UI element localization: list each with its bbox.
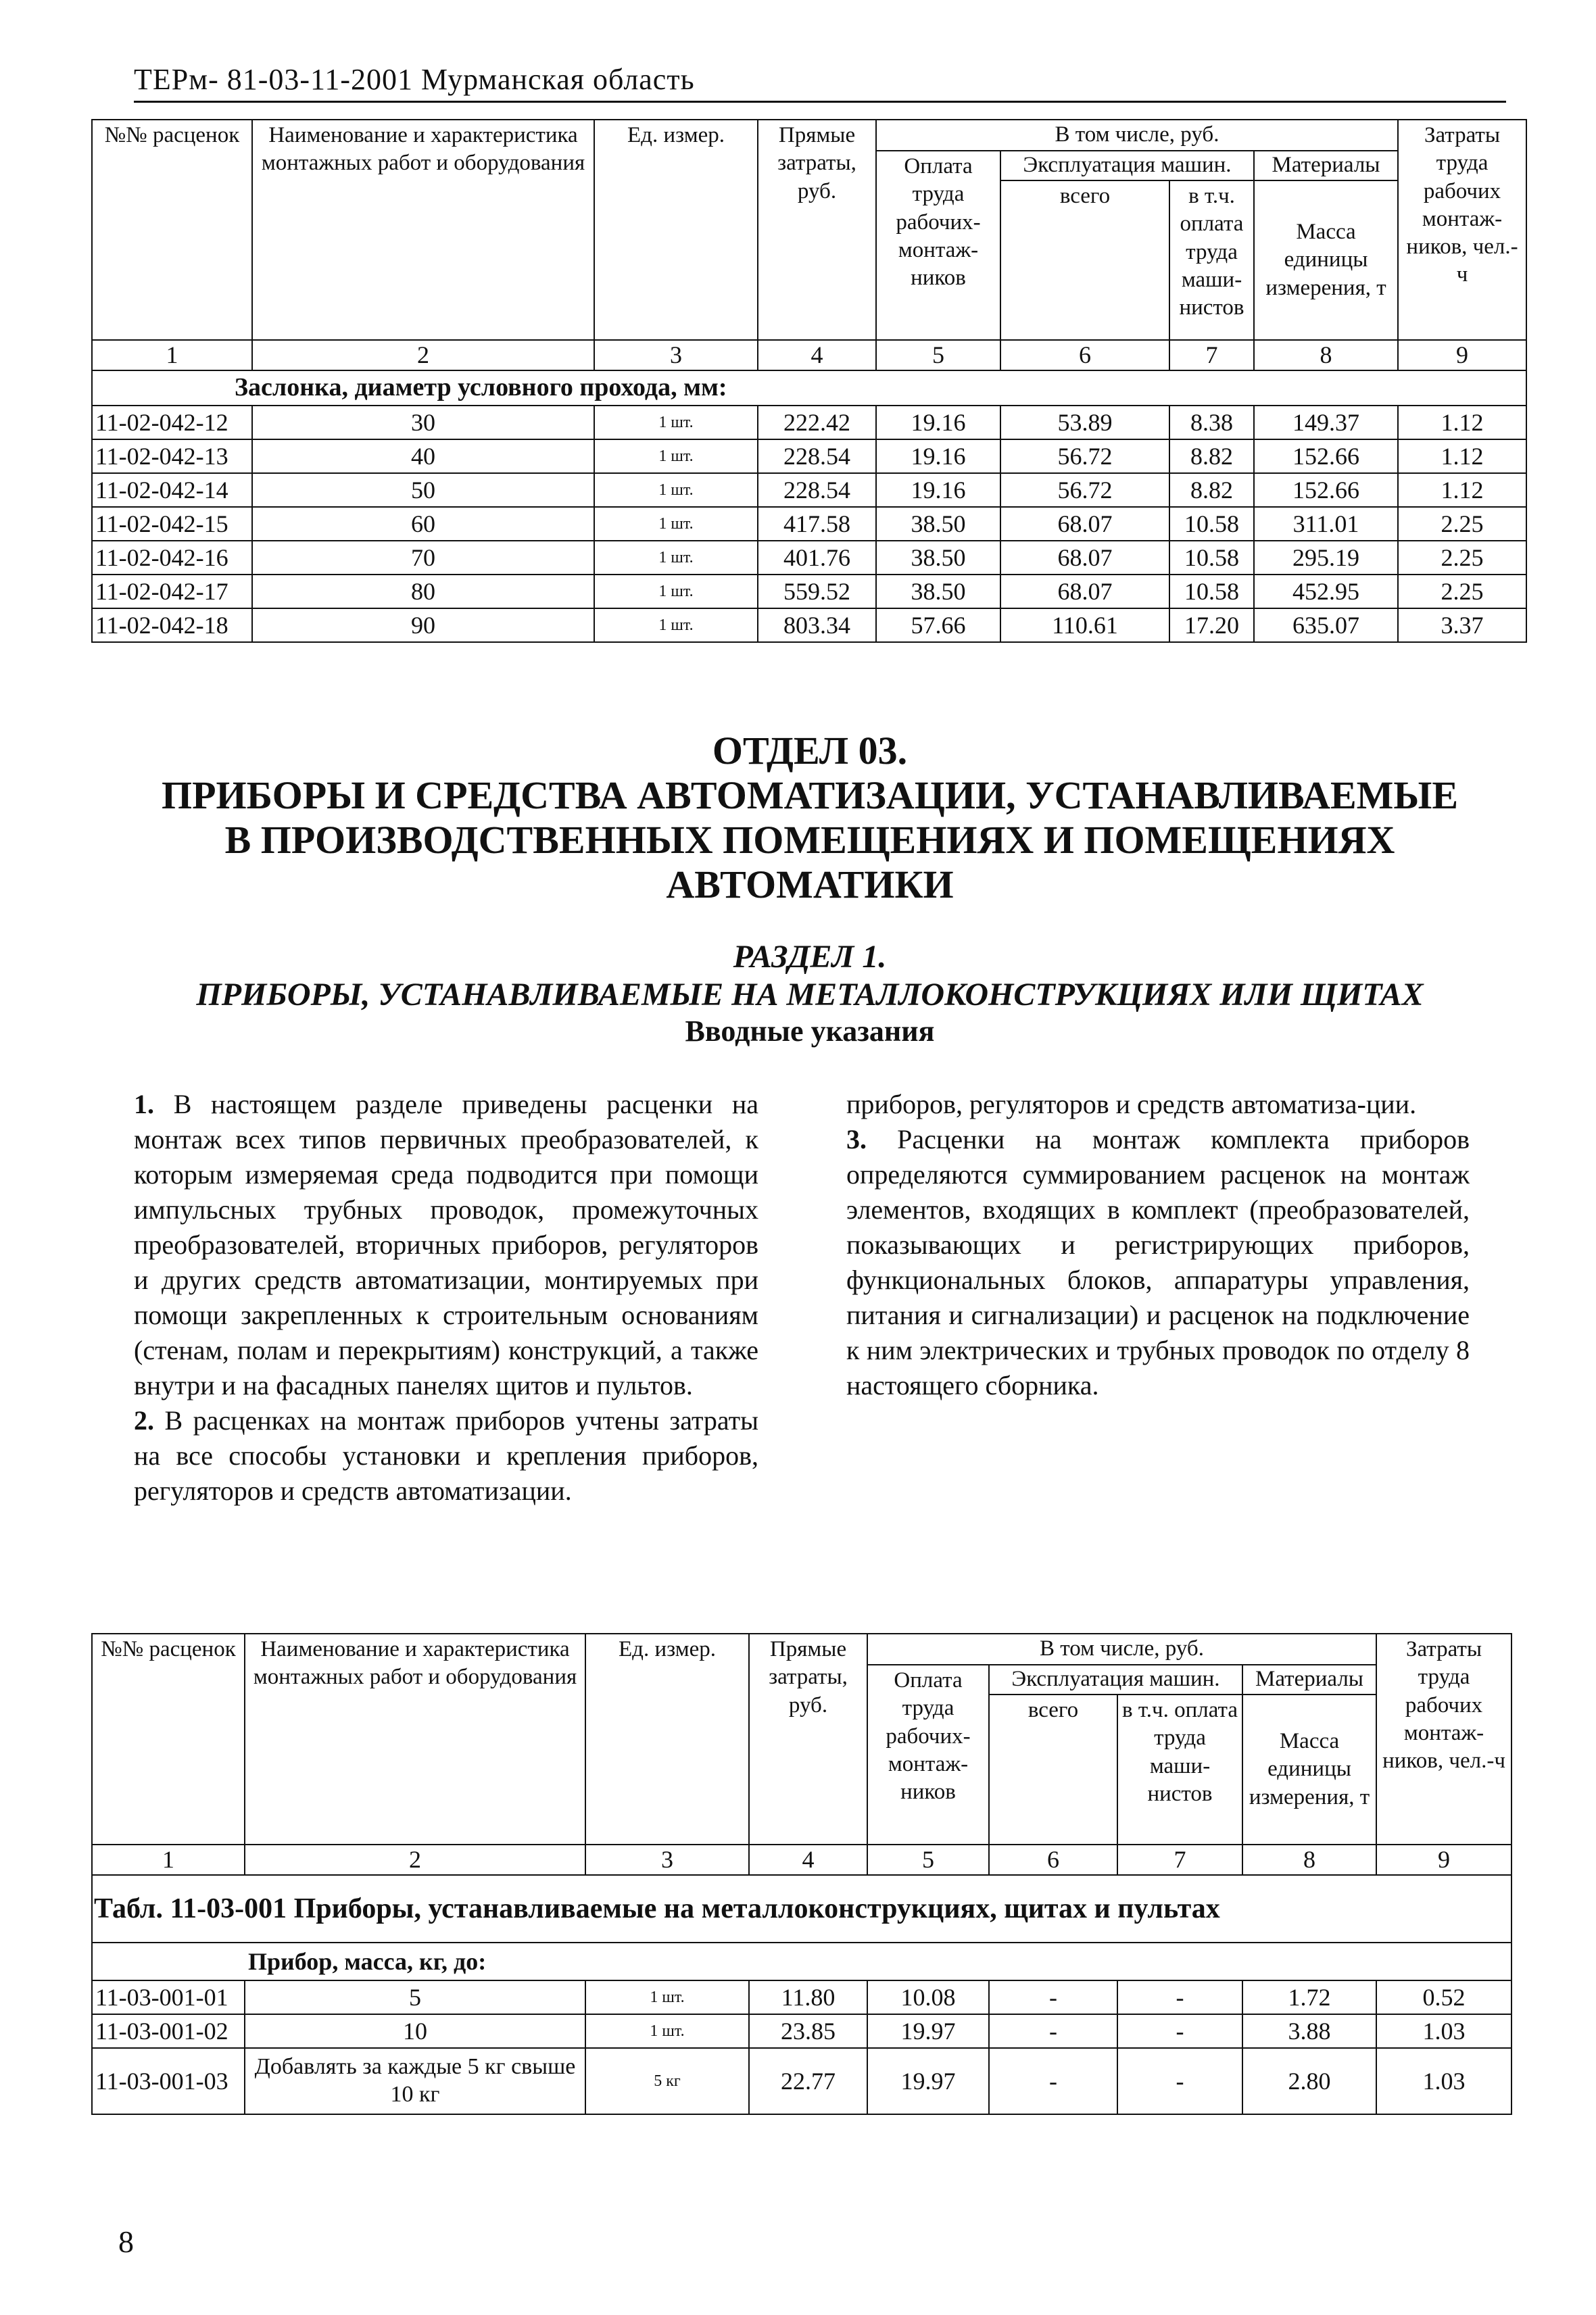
col-number: 1 xyxy=(92,1845,245,1875)
machine-wages: - xyxy=(1117,2014,1242,2048)
work-name: 40 xyxy=(252,439,594,473)
labor-hours: 1.03 xyxy=(1376,2014,1512,2048)
labor-cost: 57.66 xyxy=(876,608,1000,642)
labor-cost: 38.50 xyxy=(876,541,1000,575)
direct-cost: 803.34 xyxy=(758,608,876,642)
materials-cost: 1.72 xyxy=(1242,1980,1376,2014)
section-title-line: АВТОМАТИКИ xyxy=(666,862,954,906)
col-number: 2 xyxy=(252,340,594,370)
machine-wages: - xyxy=(1117,1980,1242,2014)
unit: 1 шт. xyxy=(594,439,758,473)
labor-cost: 38.50 xyxy=(876,575,1000,608)
rate-code: 11-02-042-15 xyxy=(92,507,252,541)
machine-wages: 10.58 xyxy=(1169,575,1254,608)
col-code-header: №№ расценок xyxy=(92,120,252,340)
rate-code: 11-02-042-16 xyxy=(92,541,252,575)
machine-cost: - xyxy=(989,2014,1117,2048)
text-column-left xyxy=(134,1087,758,1526)
machine-wages: 8.82 xyxy=(1169,473,1254,507)
col-number: 3 xyxy=(585,1845,749,1875)
machine-cost: - xyxy=(989,2048,1117,2114)
table-row xyxy=(92,507,1526,541)
direct-cost: 222.42 xyxy=(758,406,876,439)
page-number: 8 xyxy=(118,2224,134,2259)
machine-wages: 8.38 xyxy=(1169,406,1254,439)
unit: 1 шт. xyxy=(585,2014,749,2048)
col-name-header: Наименование и характеристика монтажных работ и оборудования xyxy=(245,1634,585,1845)
labor-header: Оплата труда рабочих-монтаж-ников xyxy=(876,151,1000,340)
col-number: 5 xyxy=(876,340,1000,370)
rate-code: 11-02-042-17 xyxy=(92,575,252,608)
mass-header: Масса единицы измерения, т xyxy=(1242,1695,1376,1845)
col-labor-cost-header: Затраты труда рабочих монтаж-ников, чел.-ч xyxy=(1376,1634,1512,1845)
labor-cost: 19.16 xyxy=(876,473,1000,507)
column-number-row xyxy=(92,1845,1512,1875)
col-number: 4 xyxy=(749,1845,867,1875)
section-title-line: В ПРОИЗВОДСТВЕННЫХ ПОМЕЩЕНИЯХ И ПОМЕЩЕНИЯХ xyxy=(224,818,1395,862)
rate-code: 11-02-042-18 xyxy=(92,608,252,642)
materials-cost: 311.01 xyxy=(1254,507,1398,541)
labor-hours: 1.12 xyxy=(1398,406,1526,439)
machines-header: Эксплуатация машин. xyxy=(989,1665,1242,1695)
direct-cost: 228.54 xyxy=(758,473,876,507)
col-code-header: №№ расценок xyxy=(92,1634,245,1845)
machine-wages: 10.58 xyxy=(1169,541,1254,575)
rates-table-1 xyxy=(91,119,1527,643)
machine-cost: - xyxy=(989,1980,1117,2014)
paragraph: 3. Расценки на монтаж комплекта приборов определяются суммированием расценок на монтаж элементов, входящих в комплект (преобразователей, показывающих и регистрирующих приборов, функциональных блоков, аппаратуры управления, питания и сигнализации) и расценок на подключение к ним электрических и трубных проводок по отделу 8 настоящего сборника. xyxy=(846,1124,1470,1400)
work-name: 80 xyxy=(252,575,594,608)
group-heading: Прибор, масса, кг, до: xyxy=(92,1943,1512,1980)
subsection-number: РАЗДЕЛ 1. xyxy=(733,939,887,975)
col-number: 7 xyxy=(1169,340,1254,370)
materials-cost: 3.88 xyxy=(1242,2014,1376,2048)
labor-hours: 2.25 xyxy=(1398,541,1526,575)
mach-total-header: всего xyxy=(1000,180,1169,340)
labor-cost: 19.16 xyxy=(876,406,1000,439)
labor-cost: 19.16 xyxy=(876,439,1000,473)
labor-hours: 0.52 xyxy=(1376,1980,1512,2014)
materials-cost: 152.66 xyxy=(1254,439,1398,473)
unit: 5 кг xyxy=(585,2048,749,2114)
rate-code: 11-03-001-02 xyxy=(92,2014,245,2048)
rate-code: 11-02-042-12 xyxy=(92,406,252,439)
col-number: 2 xyxy=(245,1845,585,1875)
subsection-title xyxy=(134,938,1486,1049)
direct-cost: 401.76 xyxy=(758,541,876,575)
labor-hours: 1.03 xyxy=(1376,2048,1512,2114)
col-name-header: Наименование и характеристика монтажных работ и оборудования xyxy=(252,120,594,340)
col-number: 9 xyxy=(1376,1845,1512,1875)
paragraph: 2. В расценках на монтаж приборов учтены затраты на все способы установки и крепления приборов, регуляторов и средств автоматизации. xyxy=(134,1405,758,1506)
table-row xyxy=(92,473,1526,507)
labor-hours: 1.12 xyxy=(1398,473,1526,507)
col-number: 6 xyxy=(989,1845,1117,1875)
materials-cost: 2.80 xyxy=(1242,2048,1376,2114)
col-number: 1 xyxy=(92,340,252,370)
rate-code: 11-02-042-14 xyxy=(92,473,252,507)
table-row xyxy=(92,406,1526,439)
work-name: 10 xyxy=(245,2014,585,2048)
work-name: 5 xyxy=(245,1980,585,2014)
unit: 1 шт. xyxy=(594,507,758,541)
machine-wages: 8.82 xyxy=(1169,439,1254,473)
machine-cost: 68.07 xyxy=(1000,575,1169,608)
labor-cost: 19.97 xyxy=(867,2014,989,2048)
direct-cost: 417.58 xyxy=(758,507,876,541)
table-row xyxy=(92,575,1526,608)
section-title xyxy=(134,729,1486,907)
col-direct-header: Прямые затраты, руб. xyxy=(758,120,876,340)
materials-cost: 635.07 xyxy=(1254,608,1398,642)
mass-header: Масса единицы измерения, т xyxy=(1254,180,1398,340)
table-row xyxy=(92,2014,1512,2048)
materials-cost: 295.19 xyxy=(1254,541,1398,575)
machine-cost: 53.89 xyxy=(1000,406,1169,439)
materials-header: Материалы xyxy=(1242,1665,1376,1695)
materials-cost: 149.37 xyxy=(1254,406,1398,439)
machine-cost: 68.07 xyxy=(1000,541,1169,575)
col-direct-header: Прямые затраты, руб. xyxy=(749,1634,867,1845)
col-number: 3 xyxy=(594,340,758,370)
mach-wages-header: в т.ч. оплата труда маши-нистов xyxy=(1169,180,1254,340)
incl-header: В том числе, руб. xyxy=(867,1634,1376,1665)
work-name: 30 xyxy=(252,406,594,439)
table-row xyxy=(92,1980,1512,2014)
table-row xyxy=(92,2048,1512,2114)
work-name: 90 xyxy=(252,608,594,642)
section-title-line: ПРИБОРЫ И СРЕДСТВА АВТОМАТИЗАЦИИ, УСТАНАВЛИВАЕМЫЕ xyxy=(161,773,1459,817)
mach-wages-header: в т.ч. оплата труда маши-нистов xyxy=(1117,1695,1242,1845)
unit: 1 шт. xyxy=(594,608,758,642)
machine-cost: 56.72 xyxy=(1000,473,1169,507)
column-number-row xyxy=(92,340,1526,370)
table-row xyxy=(92,541,1526,575)
labor-hours: 2.25 xyxy=(1398,507,1526,541)
col-unit-header: Ед. измер. xyxy=(585,1634,749,1845)
materials-header: Материалы xyxy=(1254,151,1398,180)
paragraph-continued: приборов, регуляторов и средств автоматиза-ции. xyxy=(846,1089,1417,1119)
machine-wages: 10.58 xyxy=(1169,507,1254,541)
running-header: ТЕРм- 81-03-11-2001 Мурманская область xyxy=(134,62,1506,103)
col-number: 5 xyxy=(867,1845,989,1875)
machine-wages: - xyxy=(1117,2048,1242,2114)
machine-cost: 56.72 xyxy=(1000,439,1169,473)
mach-total-header: всего xyxy=(989,1695,1117,1845)
unit: 1 шт. xyxy=(594,473,758,507)
labor-hours: 1.12 xyxy=(1398,439,1526,473)
intro-heading: Вводные указания xyxy=(685,1015,935,1048)
subsection-name: ПРИБОРЫ, УСТАНАВЛИВАЕМЫЕ НА МЕТАЛЛОКОНСТРУКЦИЯХ ИЛИ ЩИТАХ xyxy=(196,977,1424,1013)
rate-code: 11-03-001-01 xyxy=(92,1980,245,2014)
unit: 1 шт. xyxy=(594,406,758,439)
col-number: 9 xyxy=(1398,340,1526,370)
col-number: 8 xyxy=(1254,340,1398,370)
direct-cost: 22.77 xyxy=(749,2048,867,2114)
paragraph: 1. В настоящем разделе приведены расценки на монтаж всех типов первичных преобразователей, к которым измеряемая среда подводится при помощи импульсных трубных проводок, промежуточных преобразователей, вторичных приборов, регуляторов и других средств автоматизации, монтируемых при помощи закрепленных к строительным основаниям (стенам, полам и перекрытиям) конструкций, а также внутри и на фасадных панелях щитов и пультов. xyxy=(134,1089,758,1400)
direct-cost: 23.85 xyxy=(749,2014,867,2048)
col-number: 6 xyxy=(1000,340,1169,370)
unit: 1 шт. xyxy=(585,1980,749,2014)
col-number: 8 xyxy=(1242,1845,1376,1875)
direct-cost: 559.52 xyxy=(758,575,876,608)
machine-wages: 17.20 xyxy=(1169,608,1254,642)
section-number: ОТДЕЛ 03. xyxy=(712,729,908,773)
labor-header: Оплата труда рабочих-монтаж-ников xyxy=(867,1665,989,1845)
rate-code: 11-02-042-13 xyxy=(92,439,252,473)
text-column-right xyxy=(846,1087,1470,1506)
group-heading: Заслонка, диаметр условного прохода, мм: xyxy=(92,370,1526,406)
labor-cost: 10.08 xyxy=(867,1980,989,2014)
labor-cost: 19.97 xyxy=(867,2048,989,2114)
incl-header: В том числе, руб. xyxy=(876,120,1398,151)
direct-cost: 11.80 xyxy=(749,1980,867,2014)
unit: 1 шт. xyxy=(594,575,758,608)
rate-code: 11-03-001-03 xyxy=(92,2048,245,2114)
col-labor-cost-header: Затраты труда рабочих монтаж-ников, чел.-ч xyxy=(1398,120,1526,340)
labor-hours: 3.37 xyxy=(1398,608,1526,642)
rates-table-2 xyxy=(91,1633,1512,2115)
table-header xyxy=(92,120,1526,370)
table-row xyxy=(92,608,1526,642)
labor-cost: 38.50 xyxy=(876,507,1000,541)
direct-cost: 228.54 xyxy=(758,439,876,473)
table-row xyxy=(92,439,1526,473)
materials-cost: 152.66 xyxy=(1254,473,1398,507)
col-unit-header: Ед. измер. xyxy=(594,120,758,340)
unit: 1 шт. xyxy=(594,541,758,575)
work-name: Добавлять за каждые 5 кг свыше 10 кг xyxy=(245,2048,585,2114)
table-title: Табл. 11-03-001 Приборы, устанавливаемые на металлоконструкциях, щитах и пультах xyxy=(92,1875,1512,1943)
materials-cost: 452.95 xyxy=(1254,575,1398,608)
machine-cost: 110.61 xyxy=(1000,608,1169,642)
labor-hours: 2.25 xyxy=(1398,575,1526,608)
work-name: 70 xyxy=(252,541,594,575)
machine-cost: 68.07 xyxy=(1000,507,1169,541)
work-name: 60 xyxy=(252,507,594,541)
work-name: 50 xyxy=(252,473,594,507)
col-number: 7 xyxy=(1117,1845,1242,1875)
table-header xyxy=(92,1634,1512,1875)
col-number: 4 xyxy=(758,340,876,370)
machines-header: Эксплуатация машин. xyxy=(1000,151,1254,180)
